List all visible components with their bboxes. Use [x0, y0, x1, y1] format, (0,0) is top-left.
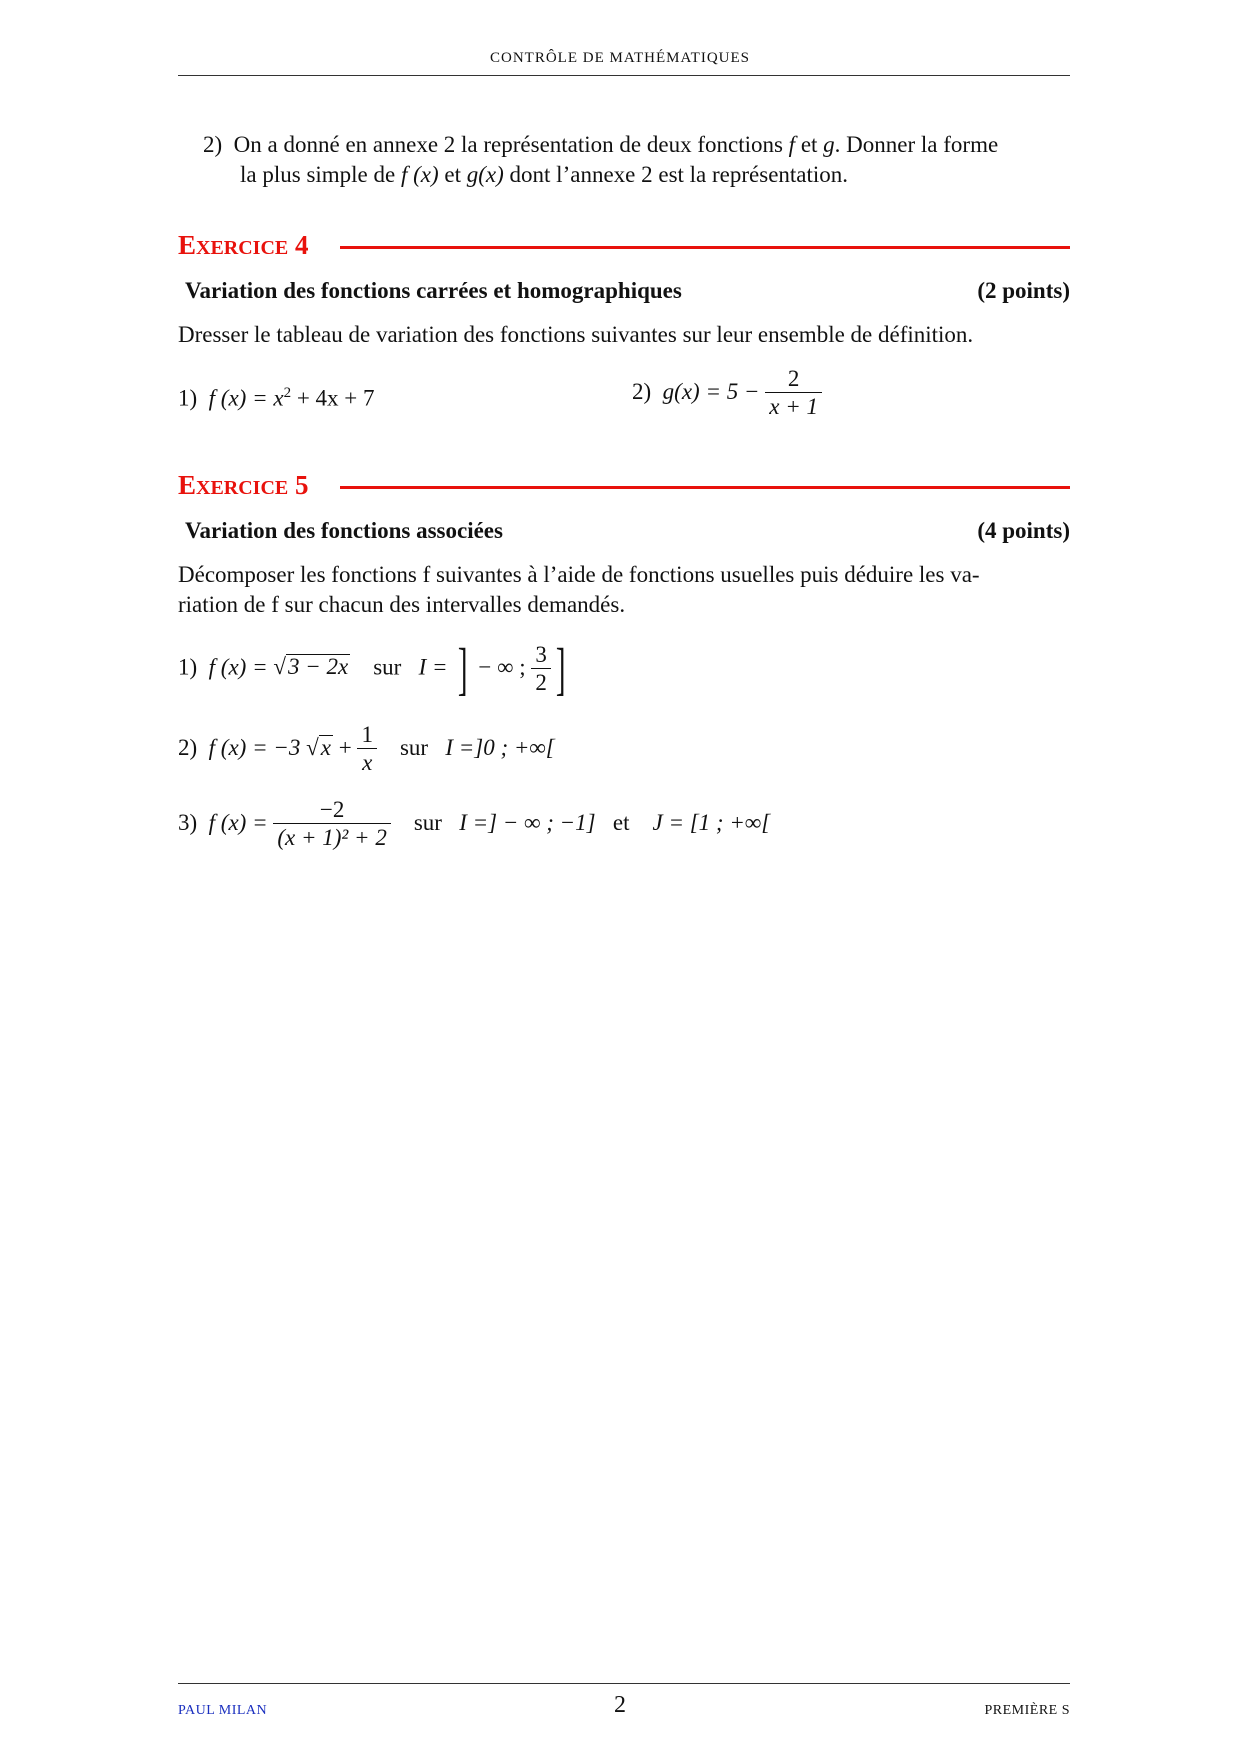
exercise5-title-number: 5 — [288, 470, 309, 500]
intro-item — [203, 130, 1070, 160]
exercise4-red-rule — [340, 246, 1070, 249]
header-rule — [178, 75, 1070, 76]
exercise4-q2-denominator-text: x + 1 — [769, 394, 818, 419]
exercise5-q2-denominator — [357, 748, 377, 777]
exercise5-q3-et: et — [612, 809, 630, 835]
intro-line2-et: et — [444, 162, 462, 187]
exercise5-q3-denominator — [273, 823, 390, 852]
intro-fx: f (x) — [400, 162, 439, 187]
exercise5-title-smallcaps: XERCICE — [196, 477, 289, 499]
intro-line1: On a donné en annexe 2 la représentation de deux fonctions — [233, 132, 783, 157]
exercise5-subtitle: Variation des fonctions associées — [185, 518, 503, 543]
exercise4-q1-exponent: 2 — [283, 385, 292, 401]
footer-page-number: 2 — [614, 1692, 626, 1718]
exercise4-q1-number: 1) — [178, 385, 198, 411]
exercise4-q1-rhs: + 4x + 7 — [291, 385, 375, 411]
exercise4-q1-lhs: f (x) = — [208, 385, 274, 411]
footer-author: PAUL MILAN — [178, 1703, 268, 1718]
exercise4-statement: Dresser le tableau de variation des fonctions suivantes sur leur ensemble de définition. — [178, 322, 974, 347]
exercise5-q1 — [178, 636, 570, 701]
intro-f: f — [788, 132, 796, 157]
exercise5-q3-numerator: −2 — [319, 797, 345, 822]
intro-line1-end: . Donner la forme — [834, 132, 999, 157]
exercise5-q3-fraction — [273, 797, 390, 852]
exercise5-q3-interval2: J = [1 ; +∞[ — [652, 809, 771, 835]
exercise4-q2-numerator: 2 — [787, 366, 800, 391]
intro-line2-a: la plus simple de — [240, 162, 396, 187]
exercise5-q2-sqrt: √x — [306, 734, 331, 760]
exercise5-q2-denominator-text: x — [362, 750, 373, 775]
intro-item-number: 2) — [203, 132, 223, 157]
exercise4-subtitle: Variation des fonctions carrées et homographiques — [185, 278, 682, 303]
exercise4-q2 — [632, 366, 822, 421]
exercise5-q1-number: 1) — [178, 654, 198, 680]
intro-g: g — [823, 132, 835, 157]
page-header-title: CONTRÔLE DE MATHÉMATIQUES — [490, 50, 750, 66]
exercise4-title-initial: E — [178, 230, 197, 260]
exercise5-q3 — [178, 797, 770, 852]
intro-line2-end: dont l’annexe 2 est la représentation. — [509, 162, 849, 187]
exercise5-q2-numerator: 1 — [361, 722, 373, 747]
exercise5-q1-sqrt: √3 − 2x — [273, 654, 349, 680]
exercise5-q2-number: 2) — [178, 734, 198, 760]
exercise5-points: (4 points) — [977, 518, 1070, 543]
exercise4-q2-denominator — [765, 392, 822, 421]
exercise5-q1-lhs: f (x) = — [208, 654, 274, 680]
exercise5-q1-left-bracket: ] — [458, 636, 468, 701]
exercise5-q3-denominator-text: (x + 1)² + 2 — [277, 825, 387, 850]
intro-item-line2 — [240, 160, 1070, 190]
exercise4-title-number: 4 — [288, 230, 309, 260]
exercise4-q2-fraction — [765, 366, 822, 421]
footer-level: PREMIÈRE S — [984, 1703, 1070, 1718]
exercise4-points: (2 points) — [977, 278, 1070, 303]
exercise4-q1 — [178, 385, 375, 412]
exercise5-q1-denominator: 2 — [531, 668, 551, 697]
exercise5-q3-sur: sur — [413, 809, 442, 835]
footer-rule — [178, 1683, 1070, 1684]
exercise5-q2 — [178, 722, 555, 777]
exercise5-q2-radicand: x — [320, 734, 331, 760]
exercise5-q3-interval1: I =] − ∞ ; −1] — [459, 809, 596, 835]
exercise4-q2-lhs: g(x) = 5 − — [662, 378, 766, 404]
exercise5-q1-I: I = — [418, 654, 454, 680]
exercise4-q2-number: 2) — [632, 378, 652, 404]
exercise5-q3-number: 3) — [178, 809, 198, 835]
exercise4-q1-x: x — [273, 385, 284, 411]
exercise5-title-initial: E — [178, 470, 197, 500]
exercise5-red-rule — [340, 486, 1070, 489]
exercise5-q2-fraction — [357, 722, 377, 777]
exercise5-q1-radicand: 3 − 2x — [287, 654, 349, 680]
exercise5-q1-fraction — [531, 642, 551, 697]
exercise5-q1-interval: − ∞ ; — [478, 654, 526, 680]
intro-gx: g(x) — [466, 162, 504, 187]
exercise5-q2-sur: sur — [399, 734, 429, 760]
exercise5-statement-line1: Décomposer les fonctions f suivantes à l’aide de fonctions usuelles puis déduire les va- — [178, 562, 980, 587]
exercise5-statement-line2: riation de f sur chacun des intervalles demandés. — [178, 592, 626, 617]
exercise4-title — [178, 230, 309, 261]
exercise5-q3-lhs: f (x) = — [208, 809, 274, 835]
exercise5-title — [178, 470, 309, 501]
intro-et: et — [800, 132, 818, 157]
exercise5-q1-numerator: 3 — [535, 641, 547, 667]
exercise5-q1-right-bracket: ] — [555, 636, 566, 701]
exercise5-q2-interval: I =]0 ; +∞[ — [445, 734, 555, 760]
exercise4-title-smallcaps: XERCICE — [196, 237, 289, 259]
exercise5-q2-plus: + — [332, 734, 358, 760]
exercise5-q2-lhs: f (x) = −3 — [208, 734, 301, 760]
exercise5-q1-sur: sur — [373, 654, 402, 680]
